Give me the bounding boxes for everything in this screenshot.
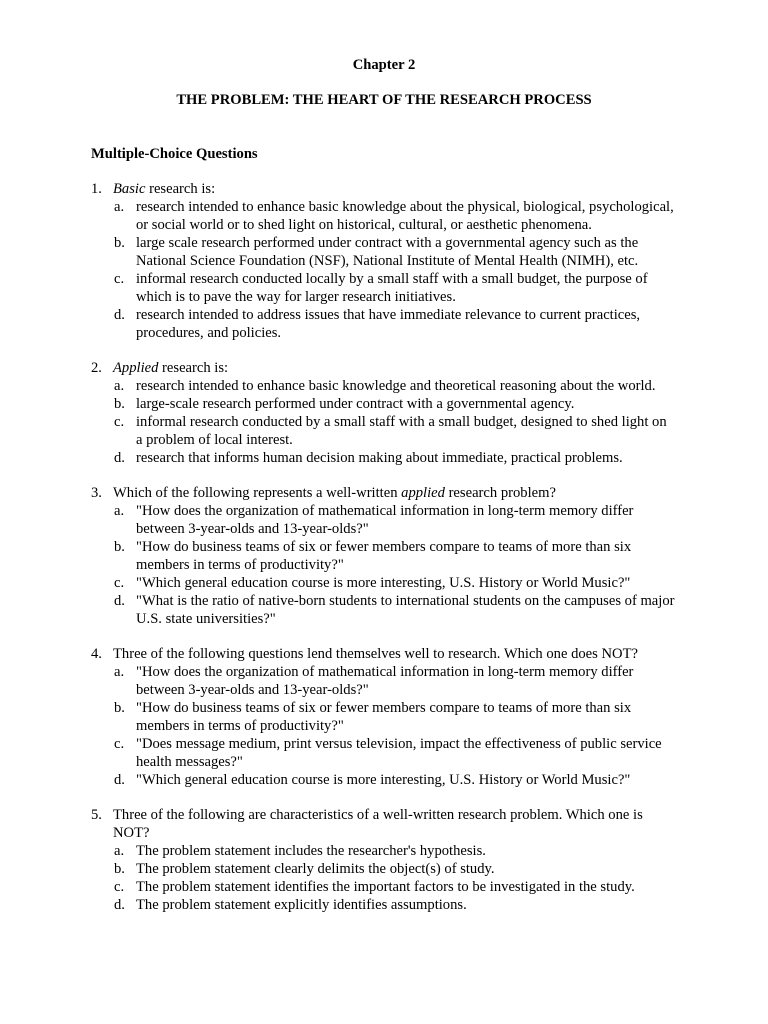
question-3 (0, 484, 768, 628)
option-d: d. research that informs human decision making about immediate, practical problems. (114, 450, 623, 466)
option-b: b. "How do business teams of six or fewer members compare to teams of more than six members in terms of productivity?" (114, 700, 632, 734)
option-b: b. The problem statement clearly delimits the object(s) of study. (114, 861, 495, 877)
option-a: a. research intended to enhance basic knowledge about the physical, biological, psychological, or social world or to shed light on historical, cultural, or aesthetic phenomena. (114, 199, 674, 233)
question-number: 1. (91, 181, 102, 197)
option-c: c. "Which general education course is more interesting, U.S. History or World Music?" (114, 575, 631, 591)
question-stem: Applied research is: (113, 360, 229, 376)
option-d: d. research intended to address issues that have immediate relevance to current practices, procedures, and policies. (114, 307, 641, 341)
option-a: a. research intended to enhance basic knowledge and theoretical reasoning about the world. (114, 378, 656, 394)
page-title: THE PROBLEM: THE HEART OF THE RESEARCH PROCESS (176, 92, 592, 108)
chapter-heading: Chapter 2 (352, 57, 416, 73)
question-number: 2. (91, 360, 102, 376)
question-list (0, 180, 768, 931)
option-d: d. The problem statement explicitly identifies assumptions. (114, 897, 467, 913)
option-c: c. The problem statement identifies the important factors to be investigated in the study. (114, 879, 635, 895)
question-stem: Three of the following questions lend themselves well to research. Which one does NOT? (113, 646, 638, 662)
option-b: b. large scale research performed under contract with a governmental agency such as the National Science Foundation (NSF), National Institute of Mental Health (NIMH), etc. (114, 235, 639, 269)
option-c: c. informal research conducted locally by a small staff with a small budget, the purpose of which is to pave the way for larger research initiatives. (114, 271, 648, 305)
question-stem: Which of the following represents a well-written applied research problem? (113, 485, 556, 501)
question-number: 4. (91, 646, 102, 662)
question-4 (0, 645, 768, 789)
question-stem: Three of the following are characteristics of a well-written research problem. Which one is NOT? (113, 807, 643, 841)
option-d: d. "Which general education course is more interesting, U.S. History or World Music?" (114, 772, 631, 788)
question-number: 3. (91, 485, 102, 501)
option-c: c. informal research conducted by a small staff with a small budget, designed to shed light on a problem of local interest. (114, 414, 667, 448)
question-2 (0, 359, 768, 467)
section-heading: Multiple-Choice Questions (91, 146, 258, 162)
option-a: a. "How does the organization of mathematical information in long-term memory differ between 3-year-olds and 13-year-olds?" (114, 503, 634, 537)
option-b: b. "How do business teams of six or fewer members compare to teams of more than six members in terms of productivity?" (114, 539, 632, 573)
option-b: b. large-scale research performed under contract with a governmental agency. (114, 396, 575, 412)
option-a: a. "How does the organization of mathematical information in long-term memory differ between 3-year-olds and 13-year-olds?" (114, 664, 634, 698)
question-5 (0, 806, 768, 914)
option-c: c. "Does message medium, print versus television, impact the effectiveness of public service health messages?" (114, 736, 662, 770)
question-number: 5. (91, 807, 102, 823)
option-d: d. "What is the ratio of native-born students to international students on the campuses of major U.S. state universities?" (114, 593, 675, 627)
option-a: a. The problem statement includes the researcher's hypothesis. (114, 843, 486, 859)
question-1 (0, 180, 768, 342)
question-stem: Basic research is: (113, 181, 216, 197)
